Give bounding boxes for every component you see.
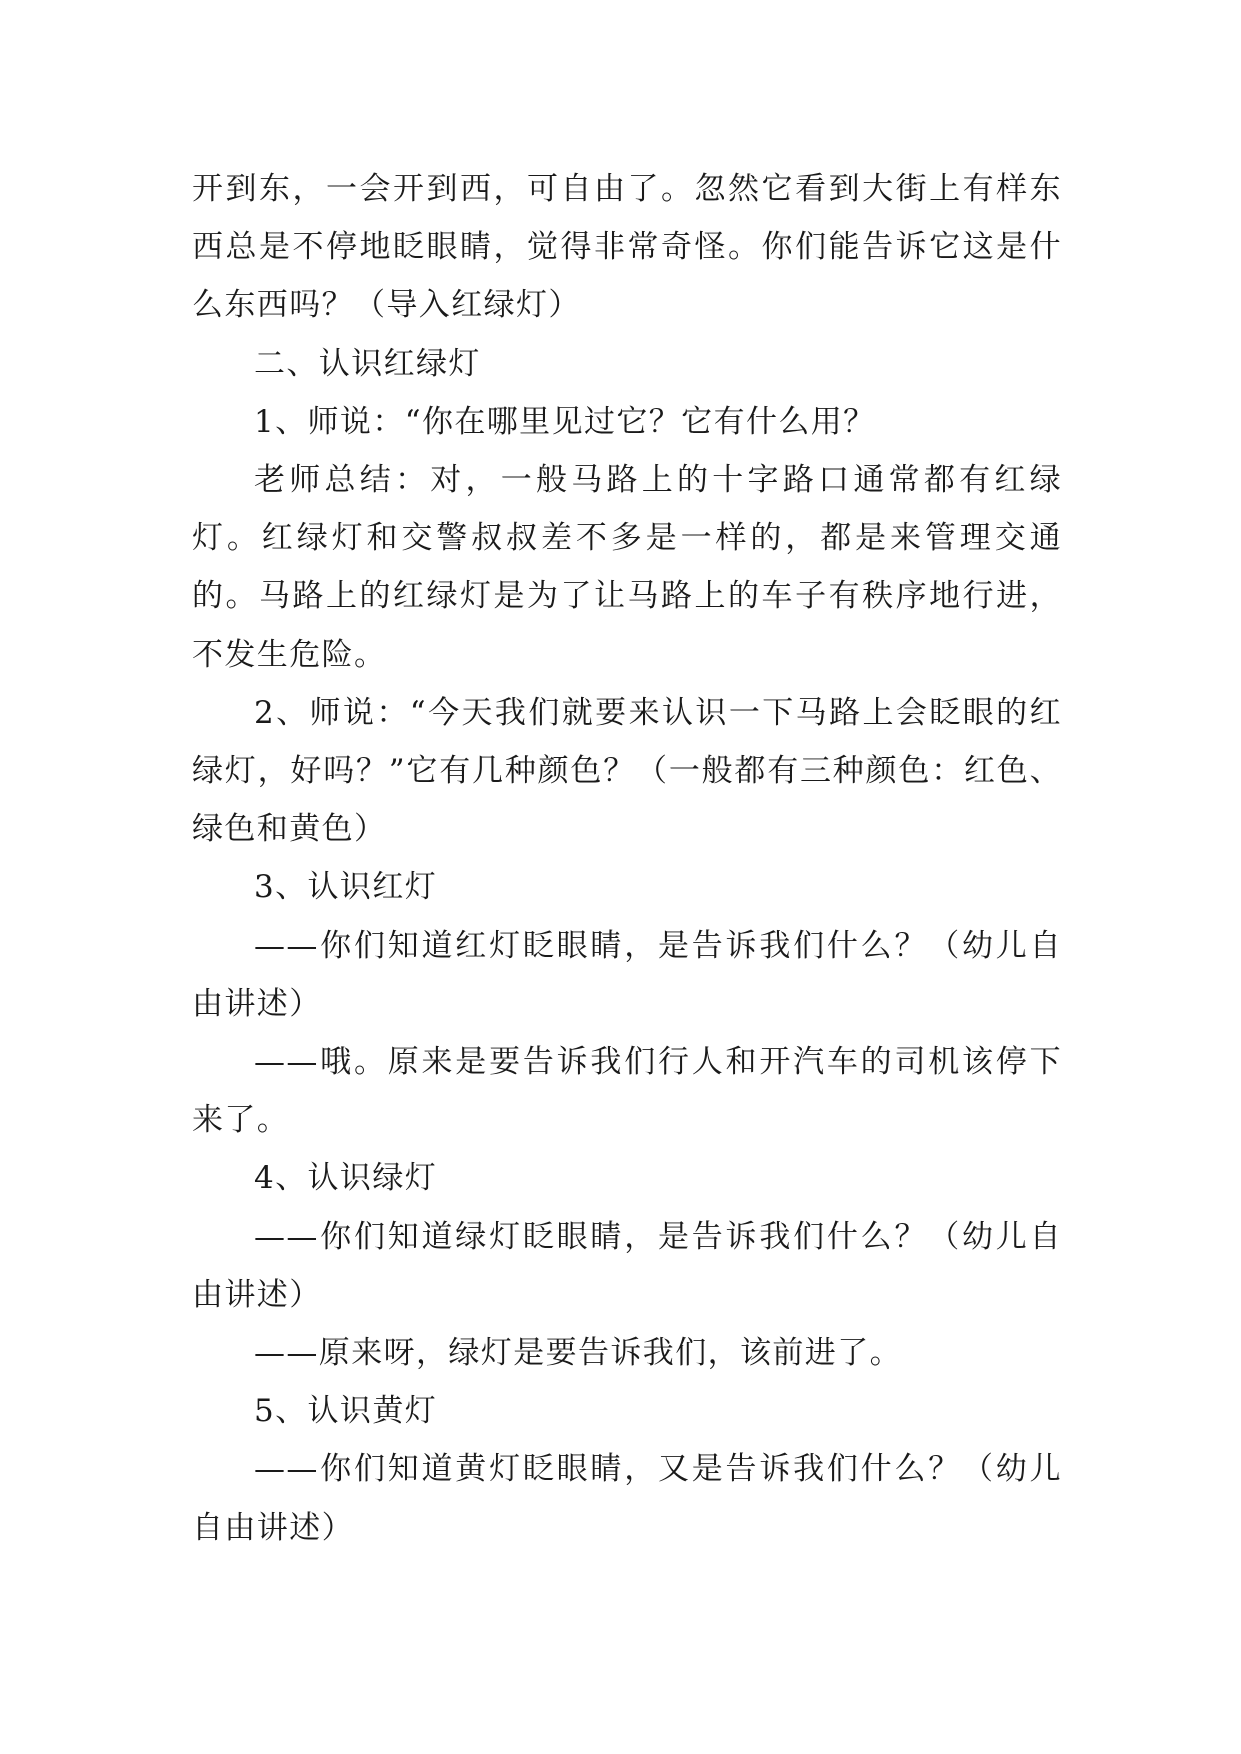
paragraph-green-light-answer: ——原来呀，绿灯是要告诉我们，该前进了。: [254, 1335, 902, 1372]
paragraph-story-continuation: 开到东，一会开到西，可自由了。忽然它看到大街上有样东西总是不停地眨眼睛，觉得非常奇怪。你们能告诉它这是什么东西吗？（导入红绿灯）: [192, 171, 1062, 324]
subheading-red-light: 3、认识红灯: [254, 869, 438, 906]
subheading-yellow-light: 5、认识黄灯: [254, 1393, 438, 1430]
paragraph-teacher-question-2: 2、师说：“今天我们就要来认识一下马路上会眨眼的红绿灯，好吗？”它有几种颜色？（一般都有三种颜色：红色、绿色和黄色）: [192, 694, 1062, 848]
paragraph-yellow-light-question: ——你们知道黄灯眨眼睛，又是告诉我们什么？（幼儿自由讲述）: [192, 1451, 1062, 1546]
paragraph-red-light-question: ——你们知道红灯眨眼睛，是告诉我们什么？（幼儿自由讲述）: [192, 927, 1062, 1022]
paragraph-green-light-question: ——你们知道绿灯眨眼睛，是告诉我们什么？（幼儿自由讲述）: [192, 1218, 1062, 1313]
paragraph-teacher-summary: 老师总结：对，一般马路上的十字路口通常都有红绿灯。红绿灯和交警叔叔差不多是一样的，都是来管理交通的。马路上的红绿灯是为了让马路上的车子有秩序地行进，不发生危险。: [192, 462, 1062, 673]
paragraph-teacher-question-1: 1、师说：“你在哪里见过它？它有什么用？: [254, 403, 876, 440]
document-body: [192, 160, 1062, 1557]
paragraph-red-light-answer: ——哦。原来是要告诉我们行人和开汽车的司机该停下来了。: [192, 1044, 1062, 1139]
section-heading-traffic-lights: 二、认识红绿灯: [254, 345, 481, 382]
subheading-green-light: 4、认识绿灯: [254, 1160, 438, 1197]
